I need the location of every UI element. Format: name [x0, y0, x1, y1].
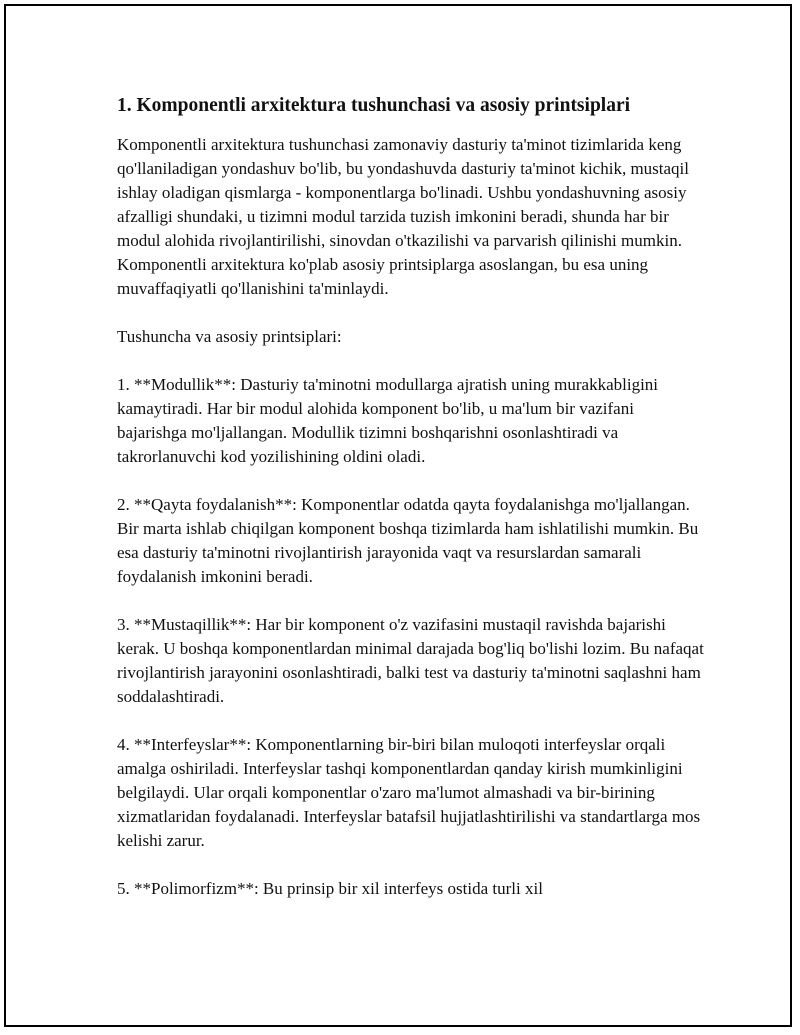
list-item-polymorphism: 5. **Polimorfizm**: Bu prinsip bir xil interfeys ostida turli xil [117, 879, 543, 898]
list-item-modularity: 1. **Modullik**: Dasturiy ta'minotni modullarga ajratish uning murakkabligini kamaytiradi. Har bir modul alohida komponent bo'lib, u ma'lum bir vazifani bajarishga mo'ljallangan. Modullik tizimni boshqarishni osonlashtiradi va takrorlanuvchi kod yozilishining oldini oladi. [117, 375, 659, 466]
list-item-independence: 3. **Mustaqillik**: Har bir komponent o'z vazifasini mustaqil ravishda bajarishi kerak. U boshqa komponentlardan minimal darajada bog'liq bo'lishi lozim. Bu nafaqat rivojlantirish jarayonini osonlashtiradi, balki test va dasturiy ta'minotni saqlashni ham soddalashtiradi. [117, 615, 704, 706]
section-heading: 1. Komponentli arxitektura tushunchasi va asosiy printsiplari [117, 95, 631, 116]
list-item-interfaces: 4. **Interfeyslar**: Komponentlarning bir-biri bilan muloqoti interfeyslar orqali amalga oshiriladi. Interfeyslar tashqi komponentlardan qanday kirish mumkinligini belgilaydi. Ular orqali komponentlar o'zaro ma'lumot almashadi va bir-birining xizmatlaridan foydalanadi. Interfeyslar batafsil hujjatlashtirilishi va standartlarga mos kelishi zarur. [117, 735, 701, 850]
list-item-reuse: 2. **Qayta foydalanish**: Komponentlar odatda qayta foydalanishga mo'ljallangan. Bir marta ishlab chiqilgan komponent boshqa tizimlarda ham ishlatilishi mumkin. Bu esa dasturiy ta'minotni rivojlantirish jarayonida vaqt va resurslardan samarali foydalanish imkonini beradi. [117, 495, 699, 586]
intro-paragraph: Komponentli arxitektura tushunchasi zamonaviy dasturiy ta'minot tizimlarida keng qo'llaniladigan yondashuv bo'lib, bu yondashuvda dasturiy ta'minot kichik, mustaqil ishlay oladigan qismlarga - komponentlarga bo'linadi. Ushbu yondashuvning asosiy afzalligi shundaki, u tizimni modul tarzida tuzish imkonini beradi, shunda har bir modul alohida rivojlantirilishi, sinovdan o'tkazilishi va parvarish qilinishi mumkin. Komponentli arxitektura ko'plab asosiy printsiplarga asoslangan, bu esa uning muvaffaqiyatli qo'llanishini ta'minlaydi. [117, 135, 690, 298]
subheading: Tushuncha va asosiy printsiplari: [117, 327, 342, 346]
document-body [117, 92, 707, 901]
